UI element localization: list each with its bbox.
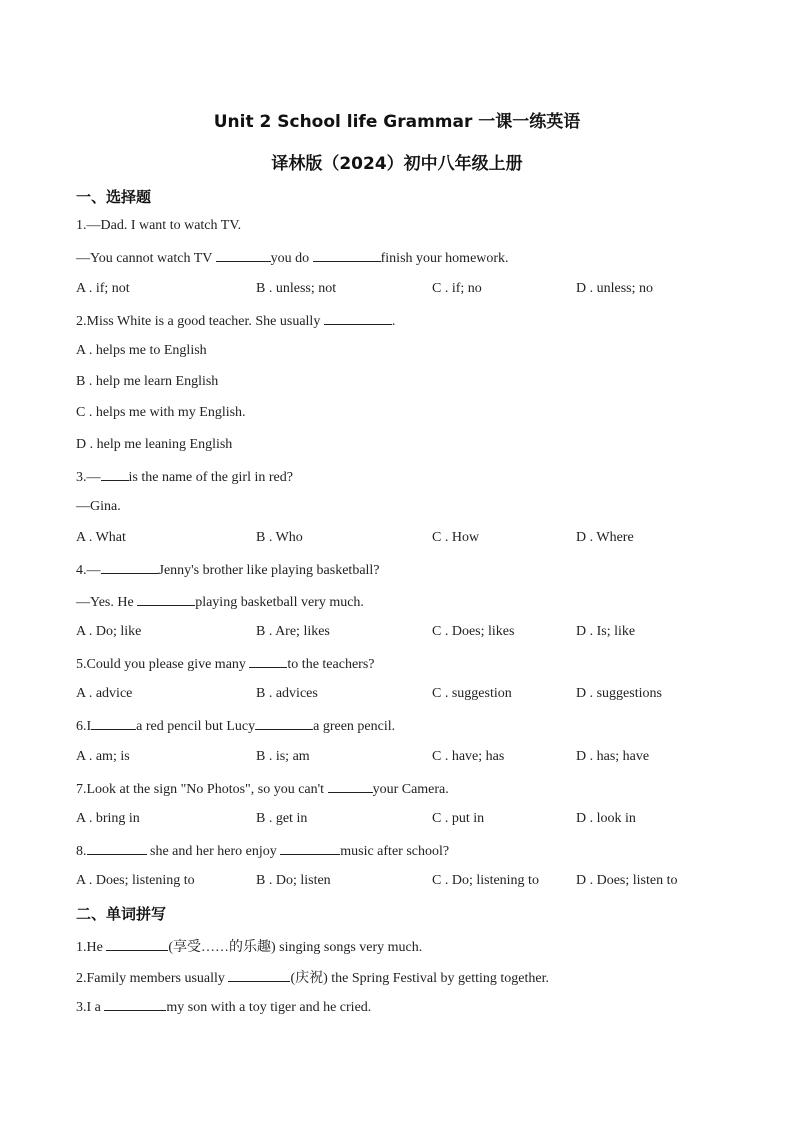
q3-option-c: C . How: [432, 530, 480, 545]
q4-line2: —Yes. He playing basketball very much.: [76, 595, 364, 610]
q5-option-c: C . suggestion: [432, 686, 512, 701]
q6-option-c: C . have; has: [432, 749, 505, 764]
answer-blank: [101, 561, 159, 574]
q8-option-a: A . Does; listening to: [76, 873, 195, 888]
answer-blank: [280, 842, 340, 855]
q6-option-d: D . has; have: [576, 749, 650, 764]
q1-option-c: C . if; no: [432, 281, 482, 296]
spelling-q2: 2.Family members usually (庆祝) the Spring Festival by getting together.: [76, 971, 550, 986]
q8-line1: 8. she and her hero enjoy music after school?: [76, 844, 450, 859]
answer-blank: [328, 780, 373, 793]
q3-line2: —Gina.: [76, 499, 121, 514]
q1-option-d: D . unless; no: [576, 281, 653, 296]
q7-option-c: C . put in: [432, 811, 485, 826]
section-heading-choice: 一、选择题: [76, 188, 152, 206]
q4-line1: 4.— Jenny's brother like playing basketball?: [76, 563, 380, 578]
answer-blank: [255, 717, 313, 730]
answer-blank: [216, 249, 271, 262]
answer-blank: [228, 969, 290, 982]
answer-blank: [324, 312, 392, 325]
answer-blank: [91, 717, 136, 730]
q8-option-c: C . Do; listening to: [432, 873, 539, 888]
q5-line1: 5.Could you please give many to the teachers?: [76, 657, 375, 672]
q1-line2: —You cannot watch TV you do finish your homework.: [76, 251, 509, 266]
q8-option-d: D . Does; listen to: [576, 873, 678, 888]
answer-blank: [104, 998, 166, 1011]
q5-option-b: B . advices: [256, 686, 318, 701]
answer-blank: [313, 249, 381, 262]
q7-line1: 7.Look at the sign "No Photos", so you can't your Camera.: [76, 782, 449, 797]
q4-option-c: C . Does; likes: [432, 624, 515, 639]
q2-option-b: B . help me learn English: [76, 374, 219, 389]
q2-option-d: D . help me leaning English: [76, 437, 233, 452]
q2-line1: 2.Miss White is a good teacher. She usually .: [76, 314, 396, 329]
q6-option-a: A . am; is: [76, 749, 130, 764]
q7-option-d: D . look in: [576, 811, 636, 826]
answer-blank: [249, 655, 287, 668]
answer-blank: [106, 938, 168, 951]
q6-option-b: B . is; am: [256, 749, 310, 764]
answer-blank: [137, 593, 195, 606]
q3-line1: 3.— is the name of the girl in red?: [76, 470, 293, 485]
q7-option-a: A . bring in: [76, 811, 140, 826]
q1-option-b: B . unless; not: [256, 281, 337, 296]
answer-blank: [101, 468, 129, 481]
q4-option-b: B . Are; likes: [256, 624, 330, 639]
spelling-q1: 1.He (享受……的乐趣) singing songs very much.: [76, 940, 423, 955]
q4-option-d: D . Is; like: [576, 624, 636, 639]
q1-line1: 1.—Dad. I want to watch TV.: [76, 218, 242, 233]
q3-option-a: A . What: [76, 530, 126, 545]
q3-option-b: B . Who: [256, 530, 303, 545]
q7-option-b: B . get in: [256, 811, 308, 826]
q4-option-a: A . Do; like: [76, 624, 142, 639]
q1-option-a: A . if; not: [76, 281, 130, 296]
section-heading-spelling: 二、单词拼写: [76, 905, 167, 923]
q2-option-c: C . helps me with my English.: [76, 405, 246, 420]
q3-option-d: D . Where: [576, 530, 634, 545]
document-title: Unit 2 School life Grammar 一课一练英语: [213, 112, 581, 132]
q5-option-d: D . suggestions: [576, 686, 662, 701]
document-subtitle: 译林版（2024）初中八年级上册: [271, 154, 523, 174]
q2-option-a: A . helps me to English: [76, 343, 207, 358]
q6-line1: 6.I a red pencil but Lucy a green pencil.: [76, 719, 396, 734]
answer-blank: [87, 842, 147, 855]
q8-option-b: B . Do; listen: [256, 873, 331, 888]
q5-option-a: A . advice: [76, 686, 133, 701]
spelling-q3: 3.I a my son with a toy tiger and he cried.: [76, 1000, 372, 1015]
